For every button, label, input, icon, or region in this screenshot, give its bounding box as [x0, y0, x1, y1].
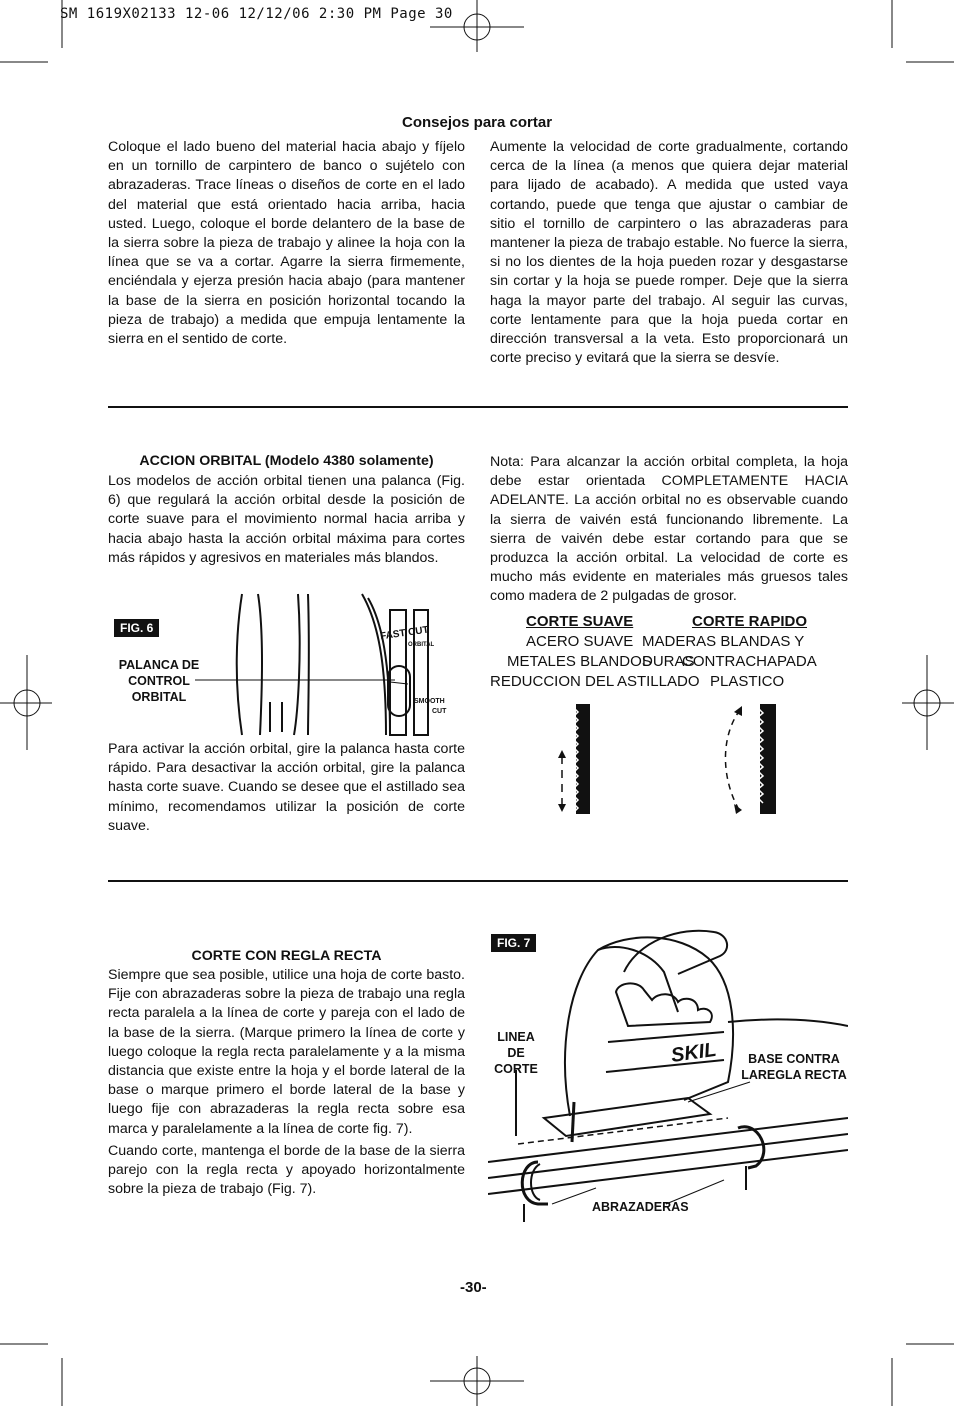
cut-line-callout: LINEA DE CORTE: [494, 1030, 538, 1076]
cutting-tips-left-paragraph: Coloque el lado bueno del material hacia abajo y fíjelo en un tornillo de carpintero de banco o sujételo con abrazaderas. Trace líneas o diseños de corte en el lado del material que está orientado hacia arriba, hacia usted. Luego, coloque el borde delantero de la base de la sierra sobre la pieza de trabajo y alinee la hoja con la línea que se va a cortar. Agarre la sierra firmemente, enciéndala y ejerza presión hacia abajo (para mantener la base de la sierra en posición horizontal tocando la pieza de trabajo) a medida que empuja lentamente la sierra en el sentido de corte.: [108, 139, 465, 348]
cut-text: CUT: [432, 708, 447, 715]
table-header-fast: CORTE RAPIDO: [692, 613, 808, 630]
section-title-orbital-action: ACCION ORBITAL (Modelo 4380 solamente): [139, 453, 434, 469]
section-divider: [108, 406, 848, 408]
section-divider: [108, 880, 848, 882]
clamps-callout: ABRAZADERAS: [592, 1200, 689, 1214]
table-cell: ACERO SUAVE: [526, 633, 634, 650]
table-cell: REDUCCION DEL ASTILLADO: [490, 673, 700, 690]
table-header-smooth: CORTE SUAVE: [526, 613, 634, 630]
cutting-tips-right-paragraph: Aumente la velocidad de corte gradualmente, cortando cerca de la línea (a menos que quiera dejar material para lijado de acabado). A medida que usted vaya cortando, puede que tenga que ajustar o cambiar de sitio el tornillo de carpintero o las abrazaderas para mantener la pieza de trabajo estable. No fuerce la sierra, si no los dientes de la hoja pueden rozar y desgastarse sin cortar y la hoja se puede romper. Deje que la sierra haga la mayor parte del trabajo. Al seguir las curvas, corte lentamente para que la hoja pueda cortar en dirección transversal a la veta. Esto proporcionará un corte preciso y evitará que la sierra se desvíe.: [490, 139, 848, 367]
skil-logo: SKIL: [669, 1038, 718, 1067]
straight-edge-paragraph-1: Siempre que sea posible, utilice una hoja de corte basto. Fije con abrazaderas sobre la pieza de trabajo una regla recta paralela a la línea de corte y pareja con el lado de la base de la sierra. (Marque primero la línea de corte y luego coloque la regla recta paralelamente y a la misma distancia que existe entre la hoja y el borde lateral de la base o marque primero el borde lateral de la base y luego fije con abrazaderas la regla recta sobre esa marca y paralelamente a la línea de corte fig. 7).: [108, 967, 465, 1137]
orbital-note-paragraph: Nota: Para alcanzar la acción orbital completa, la hoja debe estar orientada COMPLETAMENTE HACIA ADELANTE. La acción orbital no es observable cuando la sierra de vaivén está funcionando libremente. La sierra de vaivén debe estar cortando para que se produzca la acción orbital. La velocidad de corte es mucho más evidente en materiales más gruesos tales como madera de 2 pulgadas de grosor.: [490, 454, 848, 605]
base-against-straight-edge-callout: BASE CONTRA LAREGLA RECTA: [741, 1052, 847, 1082]
fig-6-label: FIG. 6: [114, 619, 159, 637]
table-cell: CONTRACHAPADA: [682, 653, 817, 670]
orbital-text: ORBITAL: [408, 642, 435, 648]
table-cell: PLASTICO: [710, 673, 785, 690]
fast-cut-blade-illustration: [712, 704, 792, 820]
smooth-cut-blade-illustration: [556, 704, 606, 820]
orbital-intro-paragraph: Los modelos de acción orbital tienen una palanca (Fig. 6) que regulará la acción orbital desde la posición de corte suave para el movimiento normal hacia arriba y hacia abajo hasta la acción orbital máxima para cortes más rápidos y agresivos en materiales más blandos.: [108, 473, 465, 566]
orbital-activate-paragraph: Para activar la acción orbital, gire la palanca hasta corte rápido. Para desactivar la acción orbital, gire la palanca hasta corte suave. Cuando se desee que el astillado sea mínimo, recomendamos utilizar la posición de corte suave.: [108, 741, 465, 834]
page-number: -30-: [460, 1279, 487, 1296]
jigsaw-straight-edge-illustration: [488, 922, 848, 1222]
fast-cut-text: FAST CUT: [379, 624, 430, 643]
print-slug: SM 1619X02133 12-06 12/12/06 2:30 PM Page 30: [60, 6, 453, 22]
orbital-lever-illustration: [190, 592, 430, 737]
section-title-cutting-tips: Consejos para cortar: [402, 114, 553, 131]
table-cell: MADERAS BLANDAS Y DURAS: [642, 633, 805, 670]
straight-edge-paragraph-2: Cuando corte, mantenga el borde de la base de la sierra parejo con la regla recta y apoyado horizontalmente sobre la pieza de trabajo (Fig. 7).: [108, 1143, 465, 1198]
cut-type-table: [490, 612, 850, 692]
table-cell: METALES BLANDOS: [507, 653, 652, 670]
orbital-lever-callout: PALANCA DE CONTROL ORBITAL: [118, 658, 200, 704]
fig-7-label: FIG. 7: [491, 934, 536, 952]
section-title-straight-edge: CORTE CON REGLA RECTA: [191, 948, 382, 964]
smooth-text: SMOOTH: [414, 698, 445, 705]
